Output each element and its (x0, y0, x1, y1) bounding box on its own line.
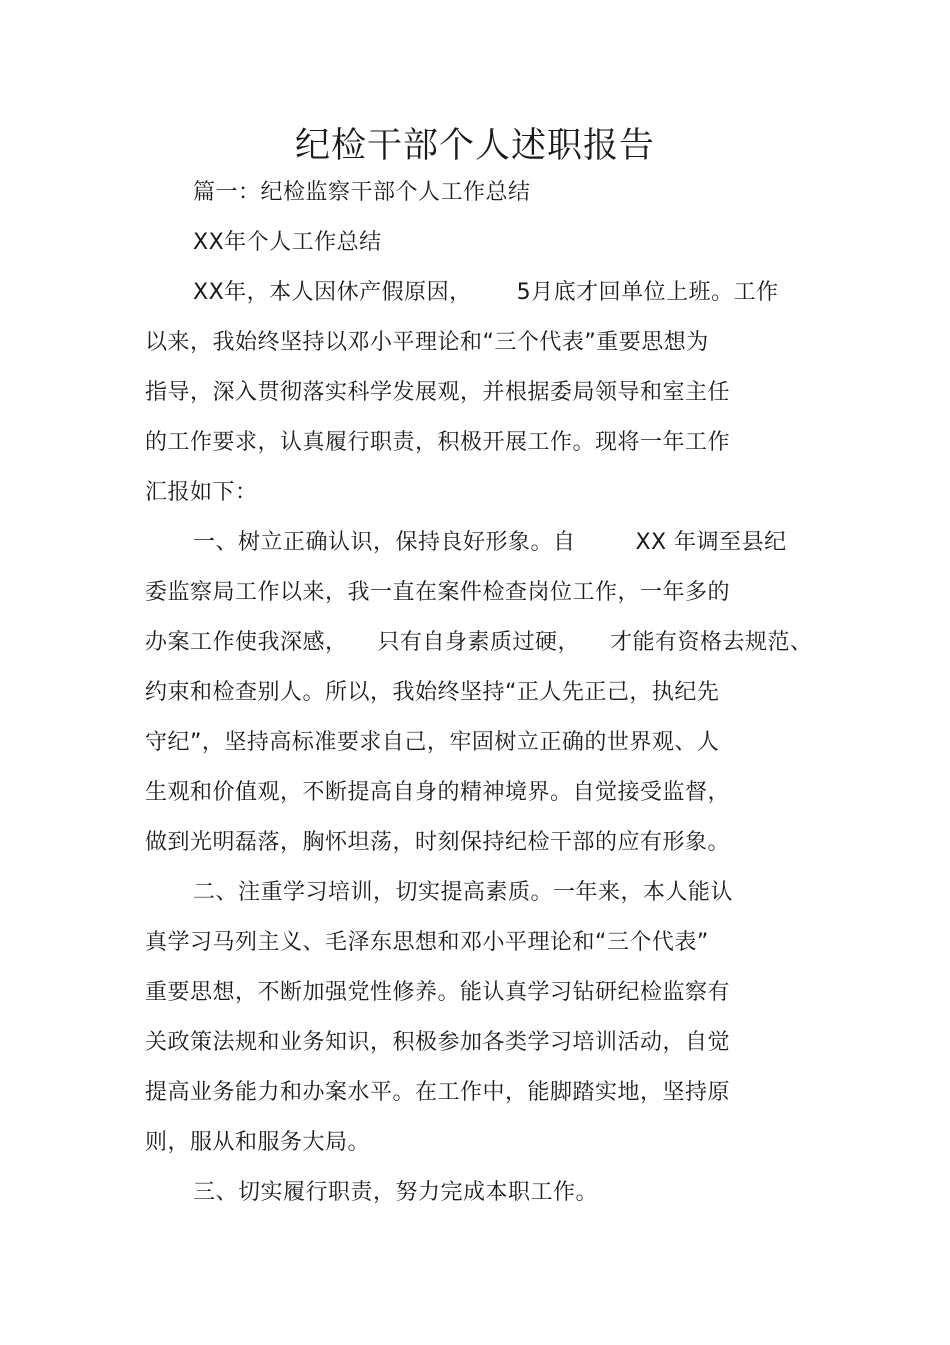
body-line: 提高业务能力和办案水平。在工作中，能脚踏实地，坚持原 (145, 1080, 731, 1105)
body-line: 守纪”，坚持高标准要求自己，牢固树立正确的世界观、人 (145, 730, 720, 755)
body-line: 委监察局工作以来，我一直在案件检查岗位工作，一年多的 (145, 580, 731, 605)
body-line: 重要思想，不断加强党性修养。能认真学习钻研纪检监察有 (145, 980, 731, 1005)
body-line: 关政策法规和业务知识，积极参加各类学习培训活动，自觉 (145, 1030, 731, 1055)
body-line: 一、树立正确认识，保持良好形象。自 XX 年调至县纪 (193, 530, 787, 555)
body-line: 约束和检查别人。所以，我始终坚持“正人先正己，执纪先 (145, 680, 720, 705)
body-line: 以来，我始终坚持以邓小平理论和“三个代表”重要思想为 (145, 330, 709, 355)
body-line: 汇报如下： (145, 480, 258, 505)
body-line: 生观和价值观，不断提高自身的精神境界。自觉接受监督， (145, 780, 731, 805)
section-heading: XX年个人工作总结 (193, 230, 382, 255)
body-line: 指导，深入贯彻落实科学发展观，并根据委局领导和室主任 (145, 380, 731, 405)
body-line: XX年，本人因休产假原因， 5月底才回单位上班。工作 (193, 280, 779, 305)
document-title: 纪检干部个人述职报告 (294, 126, 655, 166)
body-line: 的工作要求，认真履行职责，积极开展工作。现将一年工作 (145, 430, 731, 455)
subtitle-line: 篇一：纪检监察干部个人工作总结 (193, 180, 531, 205)
body-line: 做到光明磊落，胸怀坦荡，时刻保持纪检干部的应有形象。 (145, 830, 731, 855)
body-line: 二、注重学习培训，切实提高素质。一年来，本人能认 (193, 880, 734, 905)
body-line: 则，服从和服务大局。 (145, 1130, 371, 1155)
body-line: 真学习马列主义、毛泽东思想和邓小平理论和“三个代表” (145, 930, 709, 955)
body-line: 办案工作使我深感， 只有自身素质过硬， 才能有资格去规范、 (145, 630, 813, 655)
body-line: 三、切实履行职责，努力完成本职工作。 (193, 1180, 599, 1205)
